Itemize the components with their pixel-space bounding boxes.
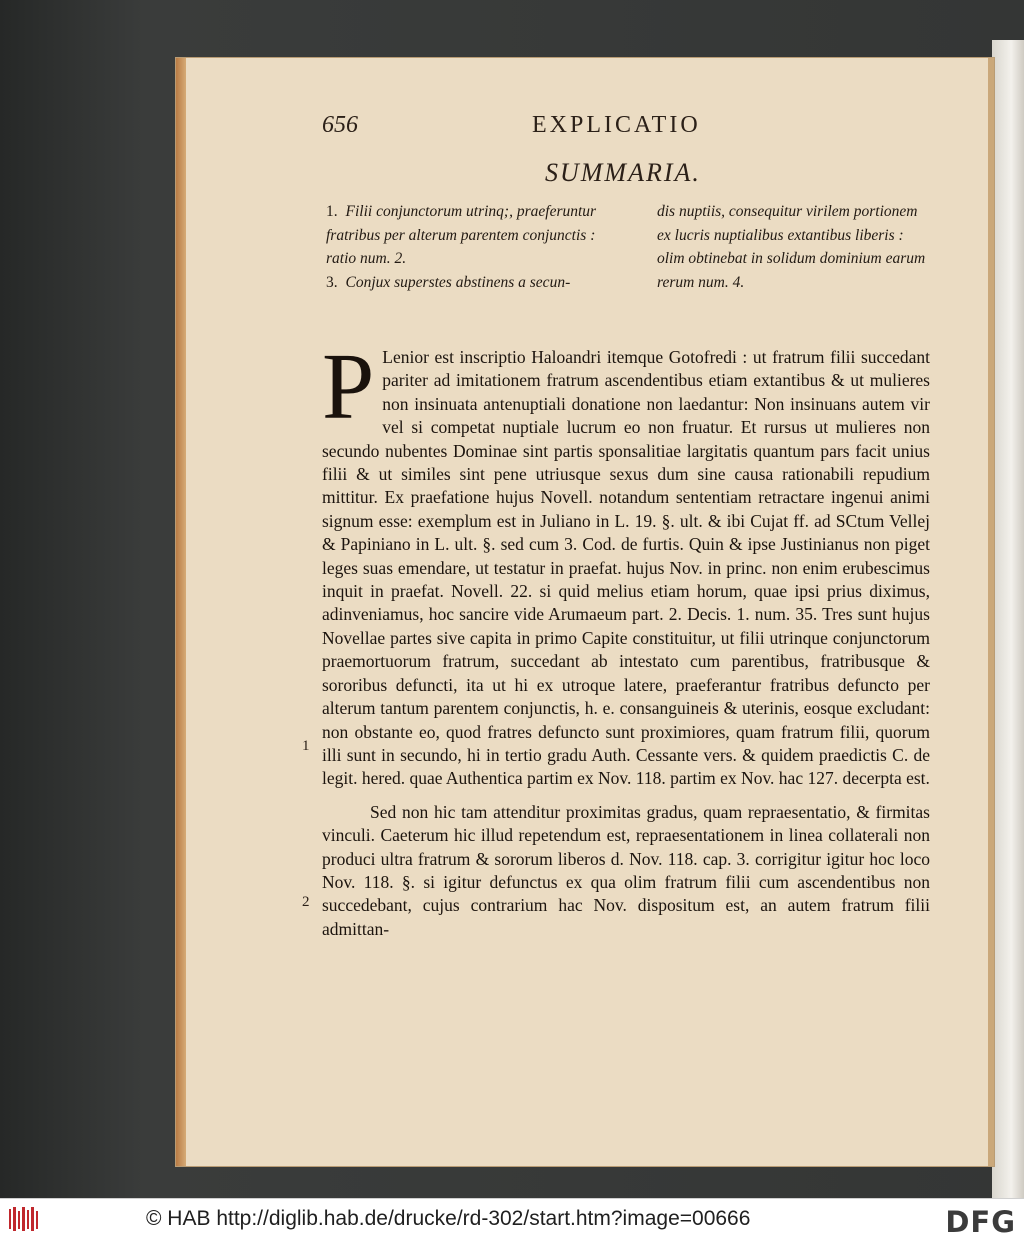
summary-column-left — [326, 200, 622, 294]
summary-item — [657, 200, 927, 294]
paragraph-2: Sed non hic tam attenditur proximitas gradus, quam repraesentatio, & firmitas vinculi. Caeterum hic illud repetendum est, repraesentationem in linea collaterali non produci ultra fratrum & sororum liberos d. Nov. 118. cap. 3. corrigitur igitur hoc loco Nov. 118. §. si igitur defunctus ex qua olim fratrum filii cum ascendentibus non succedebant, cujus contrarium hac Nov. dispositum est, an autem fratrum filii admittan- — [322, 801, 930, 939]
margin-note-1: 1 — [302, 738, 310, 754]
page-gutter — [176, 58, 186, 1166]
summary-item — [326, 200, 622, 271]
running-head-title: EXPLICATIO — [532, 112, 701, 138]
summary-item-text: Filii conjunctorum utrinq;, praeferuntur fratribus per alterum parentem conjunctis : ratio num. 2. — [326, 203, 597, 267]
footer-copyright-url: © HAB http://diglib.hab.de/drucke/rd-302/start.htm?image=00666 — [146, 1207, 751, 1230]
summary-item — [326, 271, 622, 295]
summary-item-text: dis nuptiis, consequitur virilem portionem ex lucris nuptialibus extantibus liberis : olim obtinebat in solidum dominium earum rerum num. 4. — [657, 203, 926, 291]
drop-cap: P — [322, 335, 375, 439]
summary-column-right — [657, 200, 927, 294]
summary-heading: SUMMARIA. — [545, 158, 701, 187]
summary-item-text: Conjux superstes abstinens a secun- — [345, 273, 571, 291]
summary-item-number: 1. — [326, 203, 338, 220]
paragraph-1: Lenior est inscriptio Haloandri itemque Gotofredi : ut fratrum filii succedant pariter ad imitationem fratrum ascendentibus etiam extantibus & ut mulieres non insinuata antenuptiali donatione non laedantur: Non insinuans autem vir vel si competat nuptiale lucrum eo non fruatur. Et rursus ut mulieres non secundo nubentes Dominae sint partis sponsalitiae largitatis quantum pars facit unius filii & ut similes sint pene utriusque sexus dum sine causa rationabili repudium mittitur. Ex praefatione hujus Novell. notandum sententiam retractare ingenui animi signum esse: exemplum est in Juliano in L. 19. §. ult. & ibi Cujat ff. ad SCtum Vellej & Papiniano in L. ult. §. sed cum 3. Cod. de furtis. Quin & ipse Justinianus non piget leges suas emendare, ut testatur in praefat. hujus Nov. in princ. non enim erubescimus inquit in praefat. Novell. 22. si quid melius etiam horum, quae ipsi prius diximus, adinveniamus, hoc sancire vide Arumaeum part. 2. Decis. 1. num. 35. Tres sunt hujus Novellae partes sive capita in primo Capite constituitur, ut filii utrinque conjunctorum praemortuorum fratrum, succedant ab intestato cum parentibus, fratribusque & sororibus defuncti, ita ut hi ex utroque latere, praeferantur fratribus defuncto per alterum tantum parentem conjunctis, h. e. consanguineis & uterinis, eosque excludant: non obstante eo, quod fratres defuncto sunt proximiores, quam fratrum filii, quorum illi sunt in secundo, hi in tertio gradu Auth. Cessante vers. & quidem praedictis C. de legit. hered. quae Authentica partim ex Nov. 118. partim ex Nov. hac 127. decerpta est. — [322, 347, 930, 789]
summary-item-number: 3. — [326, 273, 338, 291]
viewer-footer — [0, 1198, 1024, 1239]
margin-note-2: 2 — [302, 894, 310, 910]
page-number: 656 — [322, 112, 358, 138]
running-head — [322, 112, 922, 148]
next-page-edge — [992, 40, 1024, 1198]
hab-barcode-logo-icon — [8, 1205, 42, 1233]
main-text — [322, 335, 930, 941]
dfg-logo: DFG — [945, 1205, 1016, 1239]
